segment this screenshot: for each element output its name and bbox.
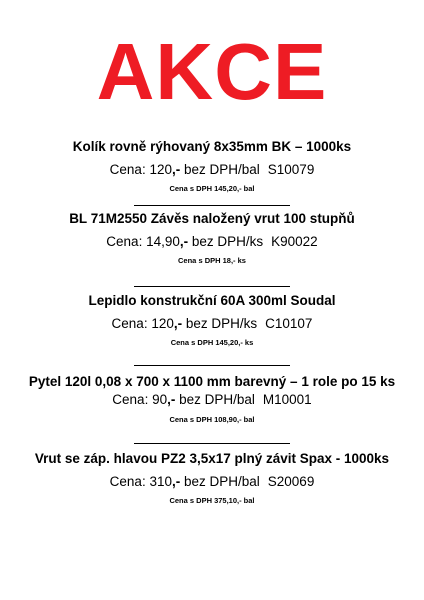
divider <box>134 443 290 444</box>
product-code: S10079 <box>267 162 315 177</box>
product-code: S20069 <box>267 474 315 489</box>
price-unit: bez DPH/ks <box>182 316 258 331</box>
divider <box>134 205 290 206</box>
price-value: Cena: 310 <box>109 474 172 489</box>
product-price <box>0 161 424 179</box>
product-code: C10107 <box>265 316 313 331</box>
price-value: Cena: 90 <box>112 392 168 407</box>
product-item-1 <box>0 138 424 194</box>
product-code: K90022 <box>271 234 318 249</box>
price-dash: ,- <box>171 474 181 489</box>
product-item-2 <box>0 210 424 266</box>
price-with-vat: Cena s DPH 375,10,- bal <box>169 496 255 505</box>
price-dash: ,- <box>179 234 189 249</box>
divider <box>134 286 290 287</box>
price-value: Cena: 120 <box>109 162 172 177</box>
product-price <box>0 315 424 333</box>
price-dash: ,- <box>167 392 176 407</box>
price-value: Cena: 120 <box>111 316 174 331</box>
price-unit: bez DPH/bal <box>175 392 255 407</box>
product-name <box>0 373 424 409</box>
price-with-vat: Cena s DPH 18,- ks <box>178 256 246 265</box>
product-name: Vrut se záp. hlavou PZ2 3,5x17 plný závit Spax - 1000ks <box>34 451 390 466</box>
product-price <box>0 233 424 251</box>
product-price <box>0 473 424 491</box>
product-name: Lepidlo konstrukční 60A 300ml Soudal <box>88 293 336 308</box>
product-item-3 <box>0 292 424 348</box>
price-value: Cena: 14,90 <box>106 234 180 249</box>
price-unit: bez DPH/bal <box>180 474 260 489</box>
page-title: AKCE <box>96 27 328 116</box>
price-unit: bez DPH/bal <box>180 162 260 177</box>
product-price <box>112 392 311 407</box>
price-with-vat: Cena s DPH 145,20,- ks <box>170 338 254 347</box>
product-name: Kolík rovně rýhovaný 8x35mm BK – 1000ks <box>72 139 352 154</box>
divider <box>134 365 290 366</box>
product-name-text: Pytel 120l 0,08 x 700 x 1100 mm barevný – 1 role po 15 ks <box>28 374 396 389</box>
price-unit: bez DPH/ks <box>188 234 264 249</box>
product-item-5 <box>0 450 424 506</box>
price-dash: ,- <box>173 316 183 331</box>
price-dash: ,- <box>171 162 181 177</box>
price-with-vat: Cena s DPH 108,90,- bal <box>169 415 255 424</box>
product-name: BL 71M2550 Závěs naložený vrut 100 stupňů <box>69 211 355 226</box>
price-with-vat: Cena s DPH 145,20,- bal <box>169 184 255 193</box>
product-code: M10001 <box>262 392 312 407</box>
product-item-4 <box>0 373 424 425</box>
